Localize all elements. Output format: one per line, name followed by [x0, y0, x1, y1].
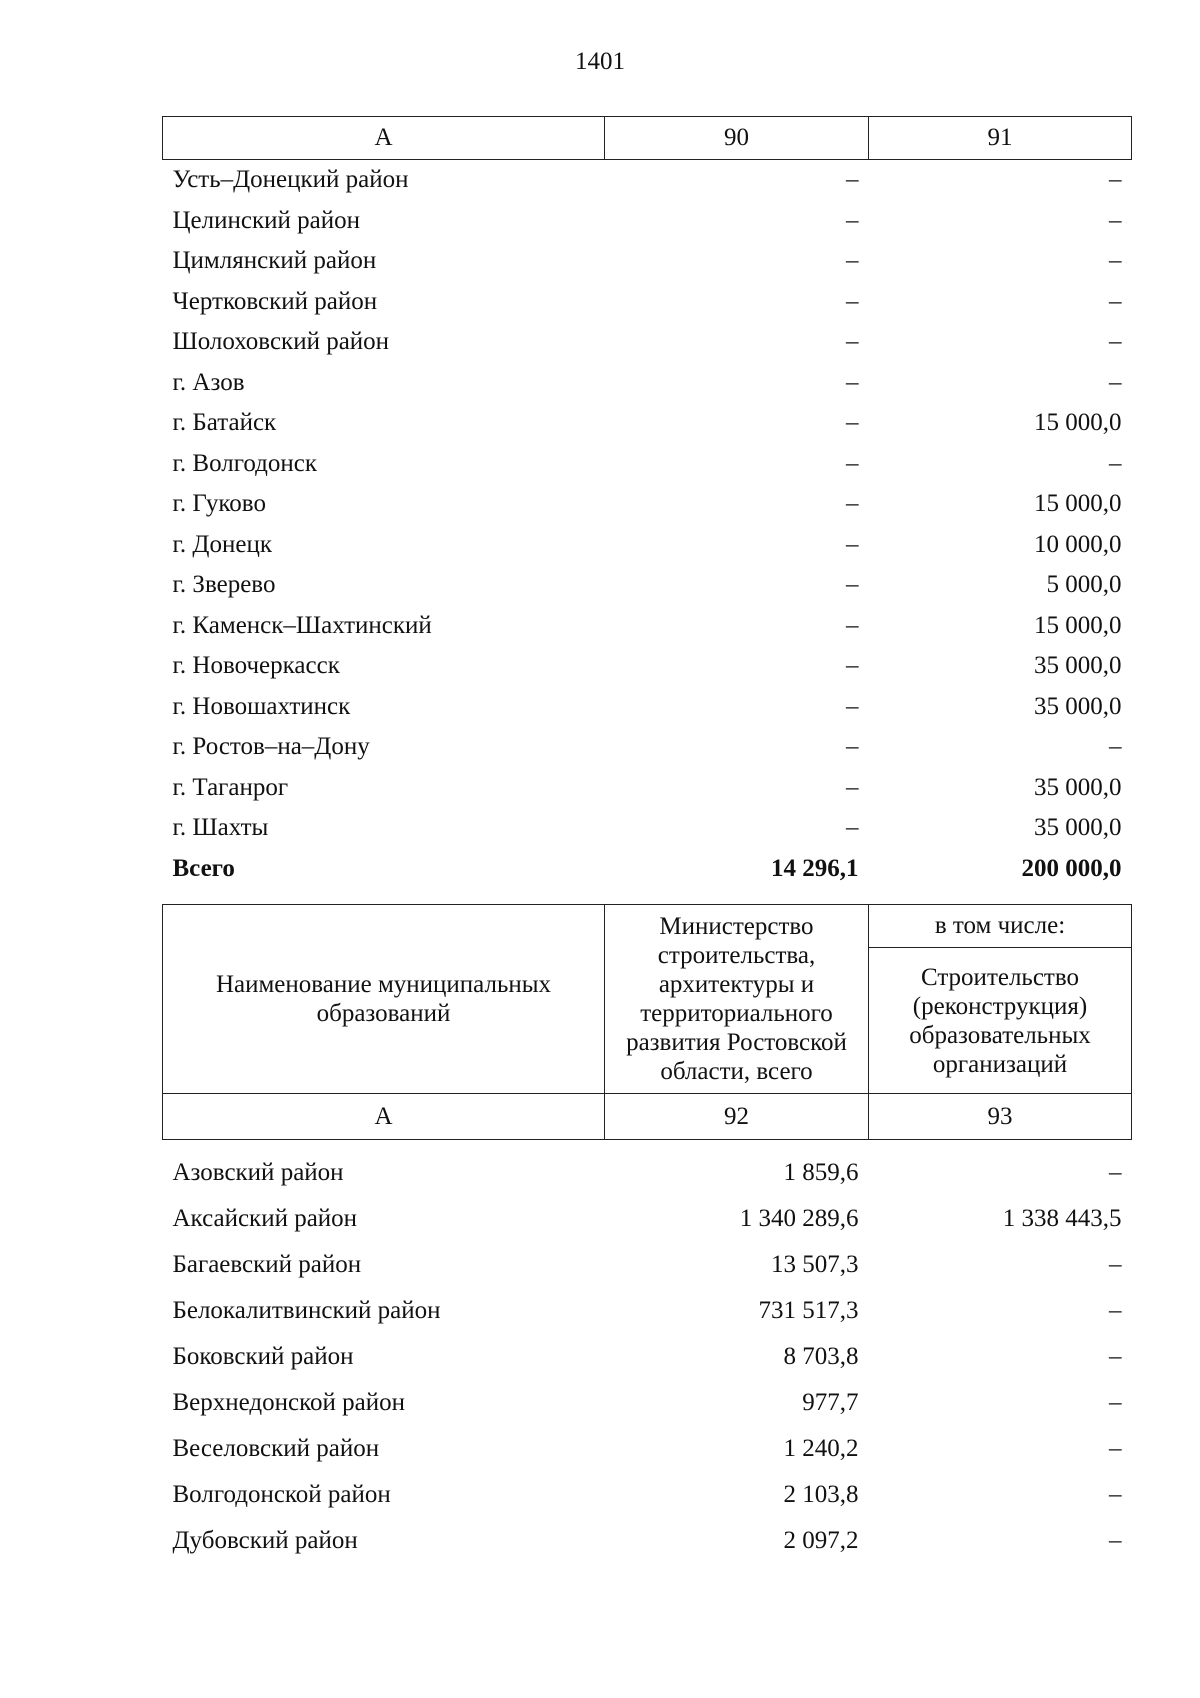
column-header-a: А [163, 1094, 605, 1140]
table-row [163, 1426, 1132, 1472]
value-cell: – [846, 449, 859, 477]
value-cell: – [846, 166, 859, 194]
value-cell: – [846, 571, 859, 599]
value-cell: – [1109, 328, 1122, 356]
table-row [163, 484, 1132, 525]
table-row [163, 1518, 1132, 1564]
ministry-total-column-title: Министерство строительства, архитектуры и территориального развития Ростовской области, всего [605, 905, 869, 1094]
value-cell: 10 000,0 [1034, 530, 1122, 558]
value-cell: – [1109, 1481, 1122, 1508]
value-cell: 5 000,0 [1046, 571, 1122, 599]
value-cell: – [1109, 449, 1122, 477]
value-cell: – [846, 206, 859, 234]
value-cell: – [1109, 166, 1122, 194]
table-row [163, 808, 1132, 849]
value-cell: – [1109, 247, 1122, 275]
value-cell: – [1109, 733, 1122, 761]
value-cell: – [1109, 1343, 1122, 1370]
value-cell: – [846, 368, 859, 396]
value-cell: 13 507,3 [771, 1251, 859, 1278]
value-cell: – [1109, 287, 1122, 315]
municipality-name-cell: Целинский район [172, 206, 360, 234]
table-row [163, 1242, 1132, 1288]
value-cell: 35 000,0 [1034, 692, 1122, 720]
value-cell: – [846, 287, 859, 315]
municipality-name-cell: г. Каменск–Шахтинский [172, 611, 432, 639]
table-row [163, 1334, 1132, 1380]
value-cell: – [1109, 1527, 1122, 1554]
value-cell: – [1109, 1251, 1122, 1278]
value-cell: 1 340 289,6 [739, 1205, 859, 1232]
value-cell: 15 000,0 [1034, 490, 1122, 518]
municipality-name-cell: Веселовский район [172, 1435, 380, 1462]
municipality-name-cell: Верхнедонской район [172, 1389, 405, 1416]
value-cell: – [846, 409, 859, 437]
value-cell: – [846, 814, 859, 842]
table-row [163, 403, 1132, 444]
municipality-name-cell: Багаевский район [172, 1251, 362, 1278]
municipality-name-cell: г. Азов [172, 368, 245, 396]
municipality-name-cell: г. Волгодонск [172, 449, 318, 477]
value-cell: – [1109, 206, 1122, 234]
municipality-name-cell: г. Батайск [172, 409, 277, 437]
value-cell: 200 000,0 [1021, 854, 1122, 882]
municipality-name-cell: г. Шахты [172, 814, 269, 842]
table-row [163, 363, 1132, 404]
column-header-93: 93 [869, 1094, 1132, 1140]
municipality-name-cell: г. Зверево [172, 571, 276, 599]
table-row [163, 565, 1132, 606]
column-header-91: 91 [869, 117, 1132, 160]
value-cell: – [846, 652, 859, 680]
municipality-name-cell: г. Ростов–на–Дону [172, 733, 370, 761]
table-row [163, 282, 1132, 323]
value-cell: 2 097,2 [783, 1527, 859, 1554]
municipality-name-cell: г. Донецк [172, 530, 272, 558]
value-cell: 35 000,0 [1034, 814, 1122, 842]
municipality-name-cell: Усть–Донецкий район [172, 166, 409, 194]
value-cell: – [1109, 1389, 1122, 1416]
value-cell: 35 000,0 [1034, 652, 1122, 680]
table-row [163, 1196, 1132, 1242]
budget-table-columns-90-91 [162, 116, 1132, 889]
value-cell: 977,7 [802, 1389, 859, 1416]
value-cell: – [846, 490, 859, 518]
municipality-name-cell: Волгодонской район [172, 1481, 391, 1508]
header-row [163, 905, 1132, 948]
value-cell: – [846, 611, 859, 639]
table-row [163, 322, 1132, 363]
table-row [163, 727, 1132, 768]
municipality-column-title: Наименование муниципальных образований [163, 905, 605, 1094]
value-cell: – [1109, 1435, 1122, 1462]
construction-column-title: Строительство (реконструкция) образовательных организаций [869, 948, 1132, 1094]
value-cell: – [1109, 368, 1122, 396]
column-number-header-row [163, 1094, 1132, 1140]
value-cell: 14 296,1 [771, 854, 859, 882]
municipality-name-cell: Дубовский район [172, 1527, 358, 1554]
municipality-name-cell: Аксайский район [172, 1205, 358, 1232]
table-row [163, 1472, 1132, 1518]
municipality-name-cell: г. Таганрог [172, 773, 289, 801]
value-cell: – [1109, 1297, 1122, 1324]
value-cell: – [846, 328, 859, 356]
column-header-92: 92 [605, 1094, 869, 1140]
value-cell: – [1109, 1159, 1122, 1186]
municipality-name-cell: Чертковский район [172, 287, 378, 315]
table-body [163, 117, 1132, 890]
table-row [163, 1140, 1132, 1197]
value-cell: – [846, 247, 859, 275]
municipality-name-cell: Азовский район [172, 1159, 344, 1186]
table-row [163, 606, 1132, 647]
municipality-name-cell: г. Гуково [172, 490, 266, 518]
value-cell: – [846, 773, 859, 801]
municipality-name-cell: Шолоховский район [172, 328, 390, 356]
value-cell: 8 703,8 [783, 1343, 859, 1370]
table-row [163, 646, 1132, 687]
value-cell: – [846, 530, 859, 558]
column-header-90: 90 [605, 117, 869, 160]
table-row [163, 1380, 1132, 1426]
table-row [163, 201, 1132, 242]
table-row [163, 160, 1132, 201]
table-row [163, 1288, 1132, 1334]
value-cell: 15 000,0 [1034, 409, 1122, 437]
value-cell: 15 000,0 [1034, 611, 1122, 639]
budget-table-columns-92-93 [162, 904, 1132, 1564]
table-row [163, 687, 1132, 728]
value-cell: 35 000,0 [1034, 773, 1122, 801]
page-number: 1401 [575, 48, 625, 75]
municipality-name-cell: Цимлянский район [172, 247, 377, 275]
municipality-name-cell: г. Новошахтинск [172, 692, 351, 720]
table-body [163, 905, 1132, 1565]
including-group-title: в том числе: [869, 905, 1132, 948]
value-cell: – [846, 692, 859, 720]
value-cell: 1 338 443,5 [1002, 1205, 1122, 1232]
value-cell: 731 517,3 [758, 1297, 859, 1324]
value-cell: – [846, 733, 859, 761]
table-row [163, 768, 1132, 809]
table-row [163, 525, 1132, 566]
table-row [163, 241, 1132, 282]
column-number-header-row [163, 117, 1132, 160]
total-row [163, 849, 1132, 890]
value-cell: 2 103,8 [783, 1481, 859, 1508]
value-cell: 1 240,2 [783, 1435, 859, 1462]
municipality-name-cell: Белокалитвинский район [172, 1297, 441, 1324]
municipality-name-cell: Боковский район [172, 1343, 354, 1370]
table-row [163, 444, 1132, 485]
municipality-name-cell: Всего [172, 854, 235, 882]
municipality-name-cell: г. Новочеркасск [172, 652, 340, 680]
value-cell: 1 859,6 [783, 1159, 859, 1186]
column-header-a: А [163, 117, 605, 160]
